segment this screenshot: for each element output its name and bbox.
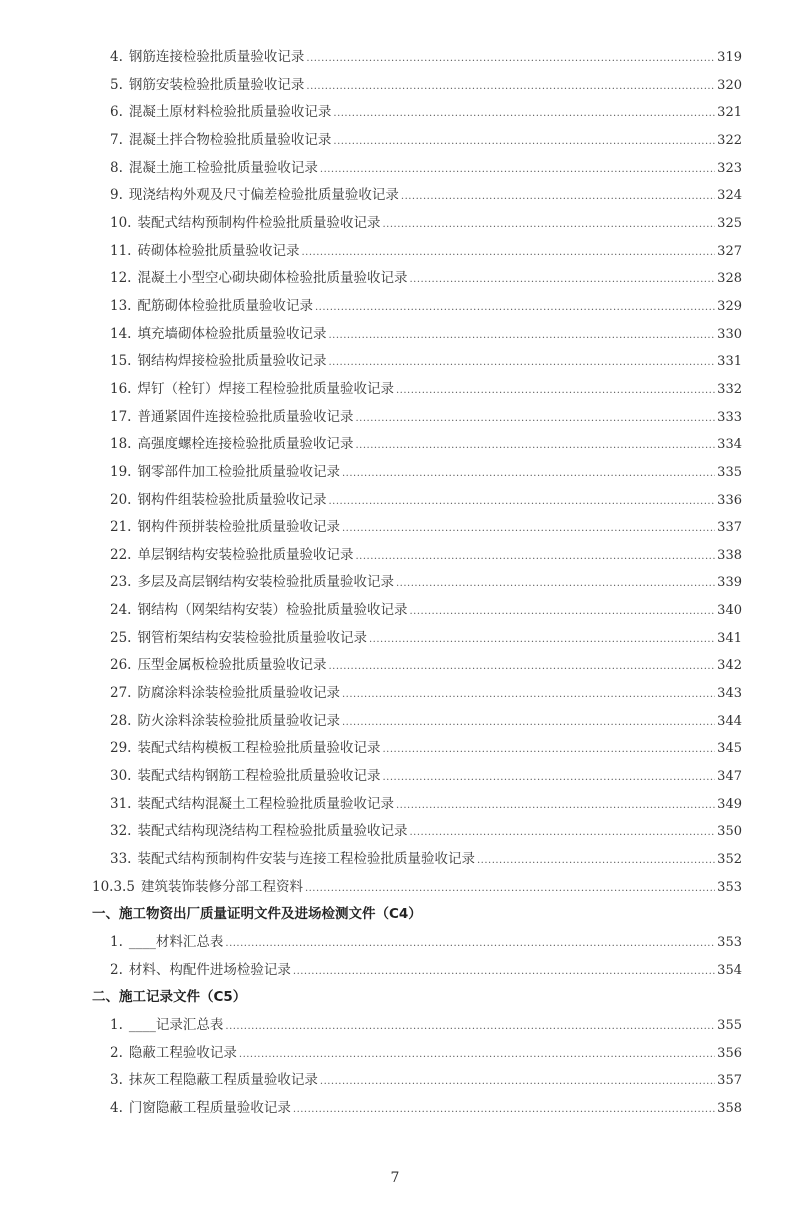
dot-leader	[342, 709, 715, 737]
entry-page-number: 353	[717, 935, 742, 950]
entry-title: 装配式结构现浇结构工程检验批质量验收记录	[137, 823, 408, 840]
dot-leader	[342, 681, 715, 709]
toc-entry[interactable]	[92, 846, 742, 874]
toc-entry[interactable]	[92, 1067, 742, 1095]
entry-page-number: 356	[717, 1045, 742, 1061]
entry-page-number: 357	[717, 1073, 742, 1089]
entry-page-number: 343	[717, 686, 742, 702]
entry-title: 门窗隐蔽工程质量验收记录	[128, 1099, 291, 1116]
entry-page-number: 336	[717, 492, 742, 508]
dot-leader	[293, 958, 715, 986]
entry-page-number: 341	[717, 630, 742, 646]
toc-entry[interactable]	[92, 155, 742, 183]
entry-number: 25.	[110, 629, 132, 646]
entry-number: 27.	[110, 685, 132, 702]
entry-number: 10.3.5	[92, 878, 135, 895]
toc-entry[interactable]	[92, 376, 742, 404]
toc-entry[interactable]	[92, 763, 742, 791]
entry-number: 17.	[110, 408, 132, 425]
entry-title: 混凝土原材料检验批质量验收记录	[128, 104, 332, 121]
entry-title: ____材料汇总表	[128, 934, 224, 950]
entry-number: 14.	[110, 325, 132, 342]
toc-heading	[92, 984, 742, 1012]
entry-title: 钢结构焊接检验批质量验收记录	[137, 353, 327, 370]
entry-page-number: 328	[717, 271, 742, 287]
entry-number: 30.	[110, 768, 132, 785]
toc-entry[interactable]	[92, 514, 742, 542]
entry-page-number: 320	[717, 77, 742, 93]
entry-number: 4.	[110, 49, 123, 65]
entry-number: 4.	[110, 1099, 123, 1116]
entry-page-number: 352	[717, 852, 742, 868]
dot-leader	[409, 598, 715, 626]
dot-leader	[382, 736, 715, 764]
toc-entry[interactable]	[92, 127, 742, 155]
entry-title: 钢零部件加工检验批质量验收记录	[137, 463, 340, 480]
toc-entry[interactable]	[92, 1040, 742, 1068]
toc-entry[interactable]	[92, 652, 742, 680]
entry-number: 31.	[110, 795, 132, 812]
toc-entry[interactable]	[92, 348, 742, 376]
entry-page-number: 334	[717, 437, 742, 453]
dot-leader	[293, 1096, 715, 1124]
entry-number: 2.	[110, 961, 123, 978]
entry-title: 混凝土施工检验批质量验收记录	[128, 159, 318, 176]
toc-entry[interactable]	[92, 957, 742, 985]
dot-leader	[355, 405, 715, 433]
entry-number: 6.	[110, 104, 123, 121]
entry-page-number: 321	[717, 105, 742, 121]
entry-number: 3.	[110, 1072, 123, 1089]
toc-entry[interactable]	[92, 1095, 742, 1123]
entry-page-number: 327	[717, 243, 742, 259]
entry-title: 抹灰工程隐蔽工程质量验收记录	[128, 1072, 318, 1089]
entry-page-number: 335	[717, 464, 742, 480]
dot-leader	[396, 792, 715, 820]
dot-leader	[409, 819, 715, 847]
toc-entry[interactable]	[92, 72, 742, 100]
dot-leader	[477, 847, 715, 875]
dot-leader	[320, 156, 715, 184]
dot-leader	[306, 73, 715, 101]
toc-entry[interactable]	[92, 680, 742, 708]
toc-entry[interactable]	[92, 597, 742, 625]
entry-page-number: 340	[717, 603, 742, 619]
entry-page-number: 323	[717, 160, 742, 176]
entry-number: 15.	[110, 353, 132, 370]
dot-leader	[396, 377, 715, 405]
dot-leader	[396, 570, 715, 598]
dot-leader	[306, 45, 715, 73]
entry-title: 装配式结构混凝土工程检验批质量验收记录	[137, 795, 394, 812]
entry-number: 1.	[110, 934, 123, 950]
entry-page-number: 331	[717, 354, 742, 370]
toc-entry[interactable]	[92, 735, 742, 763]
dot-leader	[369, 626, 715, 654]
entry-page-number: 319	[717, 50, 742, 65]
entry-page-number: 338	[717, 547, 742, 563]
entry-title: 钢构件组装检验批质量验收记录	[137, 491, 327, 508]
toc-entry[interactable]	[92, 929, 742, 957]
entry-title: 单层钢结构安装检验批质量验收记录	[137, 546, 354, 563]
toc-entry[interactable]	[92, 321, 742, 349]
entry-title: 钢构件预拼装检验批质量验收记录	[137, 519, 340, 536]
entry-page-number: 333	[717, 409, 742, 425]
toc-entry[interactable]	[92, 791, 742, 819]
entry-title: 装配式结构预制构件安装与连接工程检验批质量验收记录	[137, 851, 475, 868]
toc-heading	[92, 901, 742, 929]
entry-title: 装配式结构预制构件检验批质量验收记录	[137, 214, 381, 231]
toc-entry[interactable]	[92, 874, 742, 902]
entry-title: 装配式结构钢筋工程检验批质量验收记录	[137, 768, 381, 785]
entry-number: 2.	[110, 1044, 123, 1061]
entry-page-number: 339	[717, 575, 742, 591]
dot-leader	[328, 322, 715, 350]
entry-title: 现浇结构外观及尺寸偏差检验批质量验收记录	[128, 187, 399, 204]
entry-page-number: 342	[717, 658, 742, 674]
entry-title: 钢结构（网架结构安装）检验批质量验收记录	[137, 602, 408, 619]
dot-leader	[328, 349, 715, 377]
dot-leader	[328, 653, 715, 681]
entry-number: 11.	[110, 242, 132, 259]
entry-page-number: 355	[717, 1017, 742, 1033]
entry-number: 12.	[110, 270, 132, 287]
table-of-contents	[92, 44, 742, 1123]
dot-leader	[342, 460, 715, 488]
entry-page-number: 358	[717, 1100, 742, 1116]
entry-title: 防腐涂料涂装检验批质量验收记录	[137, 685, 340, 702]
entry-title: 高强度螺栓连接检验批质量验收记录	[137, 436, 354, 453]
entry-page-number: 330	[717, 326, 742, 342]
dot-leader	[328, 488, 715, 516]
entry-page-number: 325	[717, 215, 742, 231]
entry-number: 18.	[110, 436, 132, 453]
entry-title: 材料、构配件进场检验记录	[128, 961, 291, 978]
entry-number: 10.	[110, 214, 132, 231]
dot-leader	[382, 211, 715, 239]
entry-title: ____记录汇总表	[128, 1016, 224, 1033]
entry-title: 装配式结构模板工程检验批质量验收记录	[137, 740, 381, 757]
entry-number: 33.	[110, 851, 132, 868]
page-number: 7	[390, 1170, 400, 1186]
entry-number: 20.	[110, 491, 132, 508]
dot-leader	[342, 515, 715, 543]
toc-entry[interactable]	[92, 293, 742, 321]
entry-number: 28.	[110, 712, 132, 729]
toc-entry[interactable]	[92, 818, 742, 846]
dot-leader	[305, 875, 715, 903]
entry-title: 钢管桁架结构安装检验批质量验收记录	[137, 629, 367, 646]
dot-leader	[315, 294, 715, 322]
entry-page-number: 322	[717, 132, 742, 148]
entry-page-number: 353	[717, 879, 742, 895]
toc-entry[interactable]	[92, 569, 742, 597]
dot-leader	[239, 1041, 715, 1069]
entry-page-number: 345	[717, 741, 742, 757]
dot-leader	[409, 266, 715, 294]
entry-number: 21.	[110, 519, 132, 536]
entry-title: 一、施工物资出厂质量证明文件及进场检测文件（C4）	[92, 906, 422, 923]
toc-entry[interactable]	[92, 210, 742, 238]
entry-title: 压型金属板检验批质量验收记录	[137, 657, 327, 674]
dot-leader	[333, 100, 715, 128]
entry-title: 钢筋连接检验批质量验收记录	[128, 49, 305, 65]
dot-leader	[355, 543, 715, 571]
entry-number: 16.	[110, 380, 132, 397]
dot-leader	[333, 128, 715, 156]
dot-leader	[355, 432, 715, 460]
toc-entry[interactable]	[92, 404, 742, 432]
entry-page-number: 344	[717, 713, 742, 729]
entry-page-number: 349	[717, 796, 742, 812]
entry-page-number: 329	[717, 298, 742, 314]
entry-number: 23.	[110, 574, 132, 591]
dot-leader	[225, 1013, 715, 1041]
entry-title: 混凝土拌合物检验批质量验收记录	[128, 131, 332, 148]
entry-page-number: 354	[717, 962, 742, 978]
entry-number: 32.	[110, 823, 132, 840]
entry-number: 24.	[110, 602, 132, 619]
toc-entry[interactable]	[92, 99, 742, 127]
toc-entry[interactable]	[92, 182, 742, 210]
dot-leader	[225, 930, 715, 958]
toc-entry[interactable]	[92, 44, 742, 72]
toc-entry[interactable]	[92, 542, 742, 570]
entry-title: 焊钉（栓钉）焊接工程检验批质量验收记录	[137, 380, 394, 397]
toc-entry[interactable]	[92, 625, 742, 653]
entry-number: 8.	[110, 159, 123, 176]
entry-title: 钢筋安装检验批质量验收记录	[128, 76, 305, 93]
dot-leader	[301, 239, 715, 267]
entry-number: 19.	[110, 463, 132, 480]
entry-number: 7.	[110, 131, 123, 148]
entry-page-number: 324	[717, 188, 742, 204]
toc-entry[interactable]	[92, 265, 742, 293]
entry-page-number: 332	[717, 381, 742, 397]
entry-page-number: 350	[717, 824, 742, 840]
toc-entry[interactable]	[92, 431, 742, 459]
entry-title: 多层及高层钢结构安装检验批质量验收记录	[137, 574, 394, 591]
entry-title: 配筋砌体检验批质量验收记录	[137, 297, 313, 314]
entry-title: 建筑装饰装修分部工程资料	[140, 878, 303, 895]
toc-entry[interactable]	[92, 238, 742, 266]
toc-entry[interactable]	[92, 1012, 742, 1040]
entry-title: 防火涂料涂装检验批质量验收记录	[137, 712, 340, 729]
entry-number: 13.	[110, 297, 132, 314]
entry-number: 26.	[110, 657, 132, 674]
entry-title: 普通紧固件连接检验批质量验收记录	[137, 408, 354, 425]
entry-number: 9.	[110, 187, 123, 204]
entry-title: 混凝土小型空心砌块砌体检验批质量验收记录	[137, 270, 408, 287]
entry-title: 隐蔽工程验收记录	[128, 1044, 237, 1061]
entry-number: 22.	[110, 546, 132, 563]
toc-entry[interactable]	[92, 708, 742, 736]
entry-title: 砖砌体检验批质量验收记录	[137, 242, 300, 259]
dot-leader	[382, 764, 715, 792]
entry-number: 5.	[110, 76, 123, 93]
entry-page-number: 347	[717, 769, 742, 785]
entry-page-number: 337	[717, 520, 742, 536]
entry-number: 29.	[110, 740, 132, 757]
toc-entry[interactable]	[92, 487, 742, 515]
dot-leader	[401, 183, 715, 211]
entry-title: 填充墙砌体检验批质量验收记录	[137, 325, 327, 342]
dot-leader	[320, 1068, 715, 1096]
entry-number: 1.	[110, 1016, 123, 1033]
toc-entry[interactable]	[92, 459, 742, 487]
entry-title: 二、施工记录文件（C5）	[92, 989, 247, 1006]
